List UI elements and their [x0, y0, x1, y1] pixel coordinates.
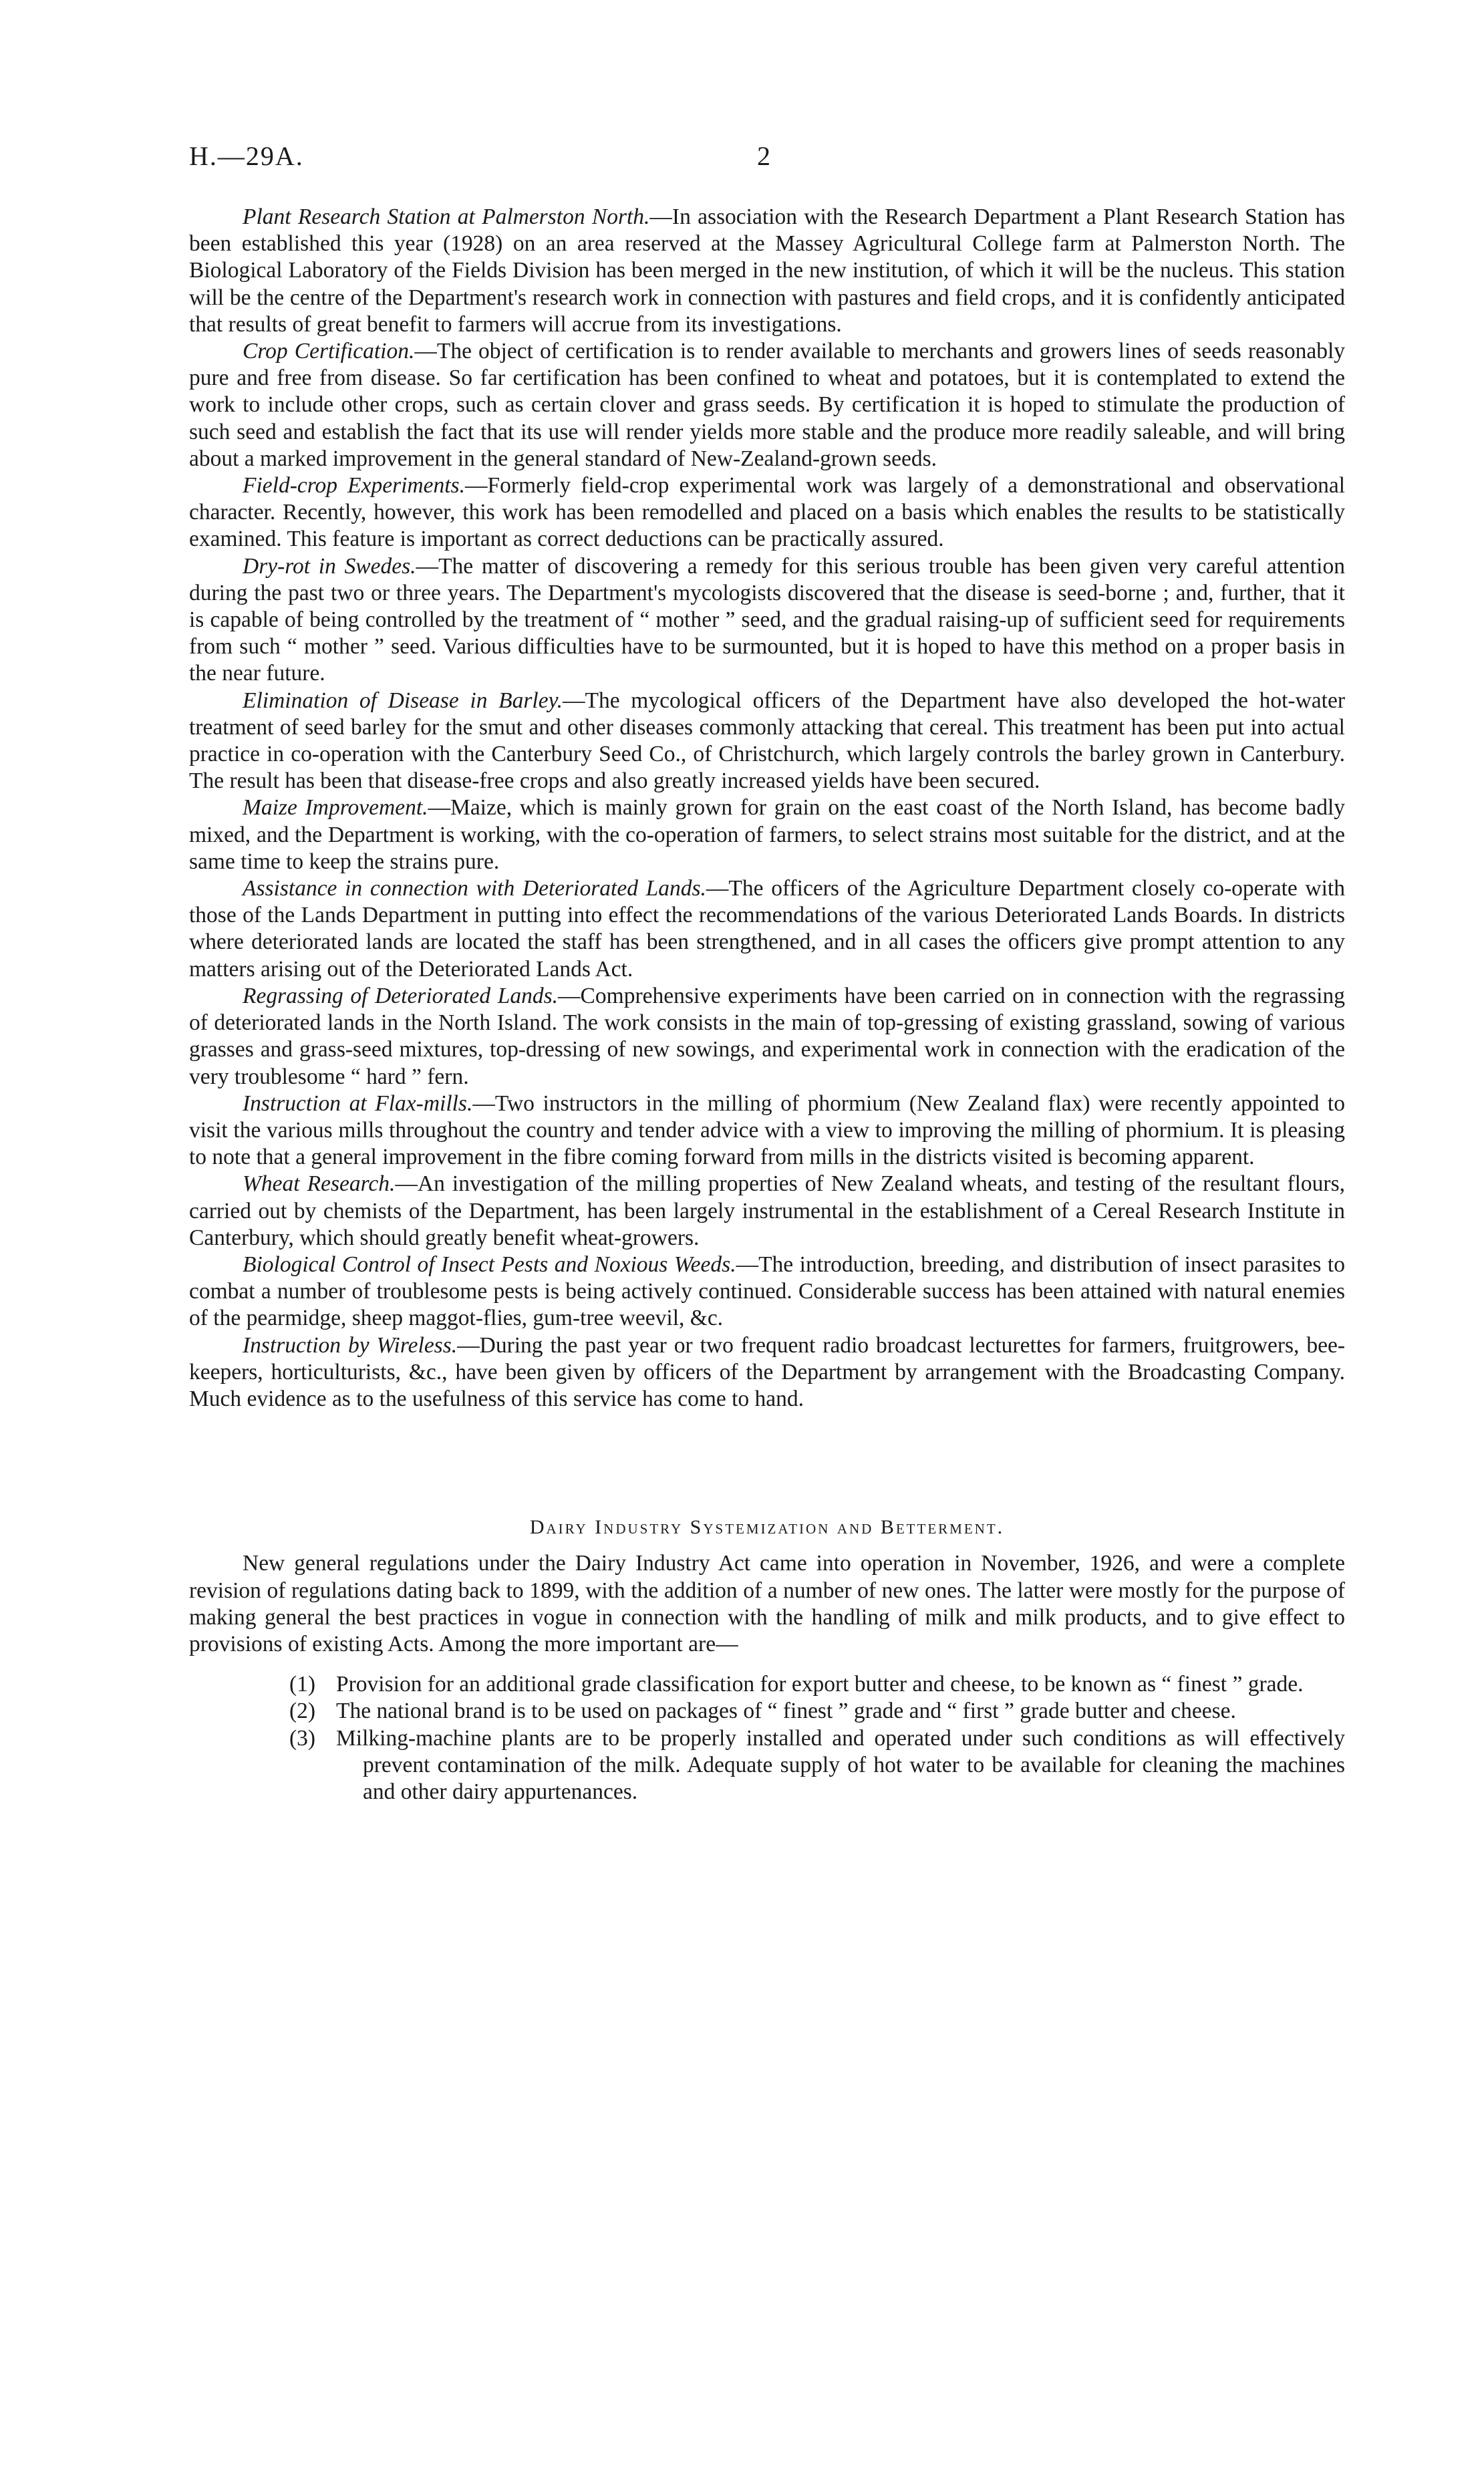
paragraph-lead: Field-crop Experiments. [243, 473, 465, 498]
paragraph-text: —During the past year or two frequent radio broadcast lecturettes for farmers, fruitgrowers, bee-keepers, horticulturists, &c., have been given by officers of the Department by arrangement with the Broadcasting Company. Much evidence as to the usefulness of this service has come to hand. [189, 1332, 1345, 1411]
paragraph-flax-mills [189, 1090, 1345, 1171]
regulations-list [189, 1671, 1345, 1805]
list-item-number: (2) [289, 1699, 316, 1724]
paragraph-text: —An investigation of the milling properties of New Zealand wheats, and testing of the resultant flours, carried out by chemists of the Department, has been largely instrumental in the establishment of a Cereal Research Institute in Canterbury, which should greatly benefit wheat-growers. [189, 1171, 1345, 1250]
list-item-text: Provision for an additional grade classification for export butter and cheese, to be known as “ finest ” grade. [336, 1672, 1304, 1697]
list-item-number: (1) [289, 1672, 316, 1697]
paragraph-maize-improvement [189, 794, 1345, 875]
paragraph-lead: Elimination of Disease in Barley. [243, 688, 563, 713]
page-number: 2 [757, 141, 770, 171]
list-item [189, 1698, 1345, 1725]
paragraph-lead: Instruction at Flax-mills. [243, 1090, 473, 1116]
list-item-text: Milking-machine plants are to be properly installed and operated under such conditions as will effectively prevent contamination of the milk. Adequate supply of hot water to be available for cleaning the machines and other dairy appurtenances. [336, 1725, 1345, 1804]
list-item-text: The national brand is to be used on packages of “ finest ” grade and “ first ” grade butter and cheese. [336, 1699, 1236, 1724]
paragraph-text: —The object of certification is to render available to merchants and growers lines of seeds reasonably pure and free from disease. So far certification has been confined to wheat and potatoes, but it is contemplated to extend the work to include other crops, such as certain clover and grass seeds. By certification it is hoped to stimulate the production of such seed and establish the fact that its use will render yields more stable and the produce more readily saleable, and will bring about a marked improvement in the general standard of New-Zealand-grown seeds. [189, 339, 1346, 471]
paragraph-text: —Maize, which is mainly grown for grain on the east coast of the North Island, has become badly mixed, and the Department is working, with the co-operation of farmers, to select strains most suitable for the district, and at the same time to keep the strains pure. [189, 795, 1345, 874]
paragraph-lead: Instruction by Wireless. [243, 1332, 458, 1358]
document-code: H.—29A. [189, 141, 304, 171]
paragraph-biological-control [189, 1252, 1345, 1332]
paragraph-crop-certification [189, 338, 1345, 472]
paragraph-text: —In association with the Research Department a Plant Research Station has been established this year (1928) on an area reserved at the Massey Agricultural College farm at Palmerston North. The Biological Laboratory of the Fields Division has been merged in the new institution, of which it will be the nucleus. This station will be the centre of the Department's research work in connection with pastures and field crops, and it is confidently anticipated that results of great benefit to farmers will accrue from its investigations. [189, 204, 1345, 337]
paragraph-instruction-by-wireless [189, 1332, 1345, 1413]
section-heading: Dairy Industry Systemization and Betterment. [529, 1516, 1005, 1539]
paragraph-text: —The mycological officers of the Department have also developed the hot-water treatment of seed barley for the smut and other diseases commonly attacking that cereal. This treatment has been put into actual practice in co-operation with the Canterbury Seed Co., of Christchurch, which largely controls the barley grown in Canterbury. The result has been that disease-free crops and also greatly increased yields have been secured. [189, 688, 1345, 794]
paragraph-lead: Biological Control of Insect Pests and Noxious Weeds. [243, 1252, 736, 1277]
paragraph-lead: Regrassing of Deteriorated Lands. [243, 983, 559, 1008]
paragraph-text: —Two instructors in the milling of phormium (New Zealand flax) were recently appointed to visit the various mills throughout the country and tender advice with a view to improving the milling of phormium. It is pleasing to note that a general improvement in the fibre coming forward from mills in the districts visited is becoming apparent. [189, 1090, 1345, 1170]
body-text [189, 204, 1345, 1805]
paragraph-lead: Dry-rot in Swedes. [243, 553, 416, 579]
paragraph-field-crop-experiments [189, 472, 1345, 553]
paragraph-text: —Comprehensive experiments have been carried on in connection with the regrassing of deteriorated lands in the North Island. The work consists in the main of top-gressing of existing grassland, sowing of various grasses and grass-seed mixtures, top-dressing of new sowings, and experimental work in connection with the eradication of the very troublesome “ hard ” fern. [189, 983, 1345, 1089]
paragraph-text: —Formerly field-crop experimental work was largely of a demonstrational and observational character. Recently, however, this work has been remodelled and placed on a basis which enables the results to be statistically examined. This feature is important as correct deductions can be practically assured. [189, 473, 1345, 552]
paragraph-disease-in-barley [189, 688, 1345, 795]
paragraph-regrassing [189, 983, 1345, 1090]
list-item [189, 1671, 1345, 1698]
paragraph-lead: Wheat Research. [243, 1171, 396, 1197]
paragraph-lead: Assistance in connection with Deteriorated Lands. [243, 876, 706, 901]
paragraph-lead: Plant Research Station at Palmerston North. [243, 204, 650, 229]
paragraph-wheat-research [189, 1171, 1345, 1252]
paragraph-lead: Maize Improvement. [243, 795, 428, 821]
paragraph-text: —The introduction, breeding, and distribution of insect parasites to combat a number of troublesome pests is being actively continued. Considerable success has been attained with natural enemies of the pearmidge, sheep maggot-flies, gum-tree weevil, &c. [189, 1252, 1345, 1331]
paragraph-text: —The officers of the Agriculture Department closely co-operate with those of the Lands Department in putting into effect the recommendations of the various Deteriorated Lands Boards. In districts where deteriorated lands are located the staff has been strengthened, and in all cases the officers give prompt attention to any matters arising out of the Deteriorated Lands Act. [189, 876, 1345, 982]
paragraph-lead: Crop Certification. [243, 339, 415, 364]
paragraph-plant-research-station [189, 204, 1345, 338]
page-header [189, 140, 1484, 180]
paragraph-text: —The matter of discovering a remedy for this serious trouble has been given very careful attention during the past two or three years. The Department's mycologists discovered that the disease is seed-borne ; and, further, that it is capable of being controlled by the treatment of “ mother ” seed, and the gradual raising-up of sufficient seed for requirements from such “ mother ” seed. Various difficulties have to be surmounted, but it is hoped to have this method on a proper basis in the near future. [189, 553, 1345, 686]
list-item [189, 1725, 1345, 1806]
list-item-number: (3) [289, 1725, 316, 1751]
paragraph-deteriorated-lands-assistance [189, 875, 1345, 983]
section-intro: New general regulations under the Dairy Industry Act came into operation in November, 1926, and were a complete revision of regulations dating back to 1899, with the addition of a number of new ones. The latter were mostly for the purpose of making general the best practices in vogue in connection with the handling of milk and milk products, and to give effect to provisions of existing Acts. Among the more important are— [189, 1551, 1345, 1656]
paragraph-dry-rot-in-swedes [189, 553, 1345, 688]
